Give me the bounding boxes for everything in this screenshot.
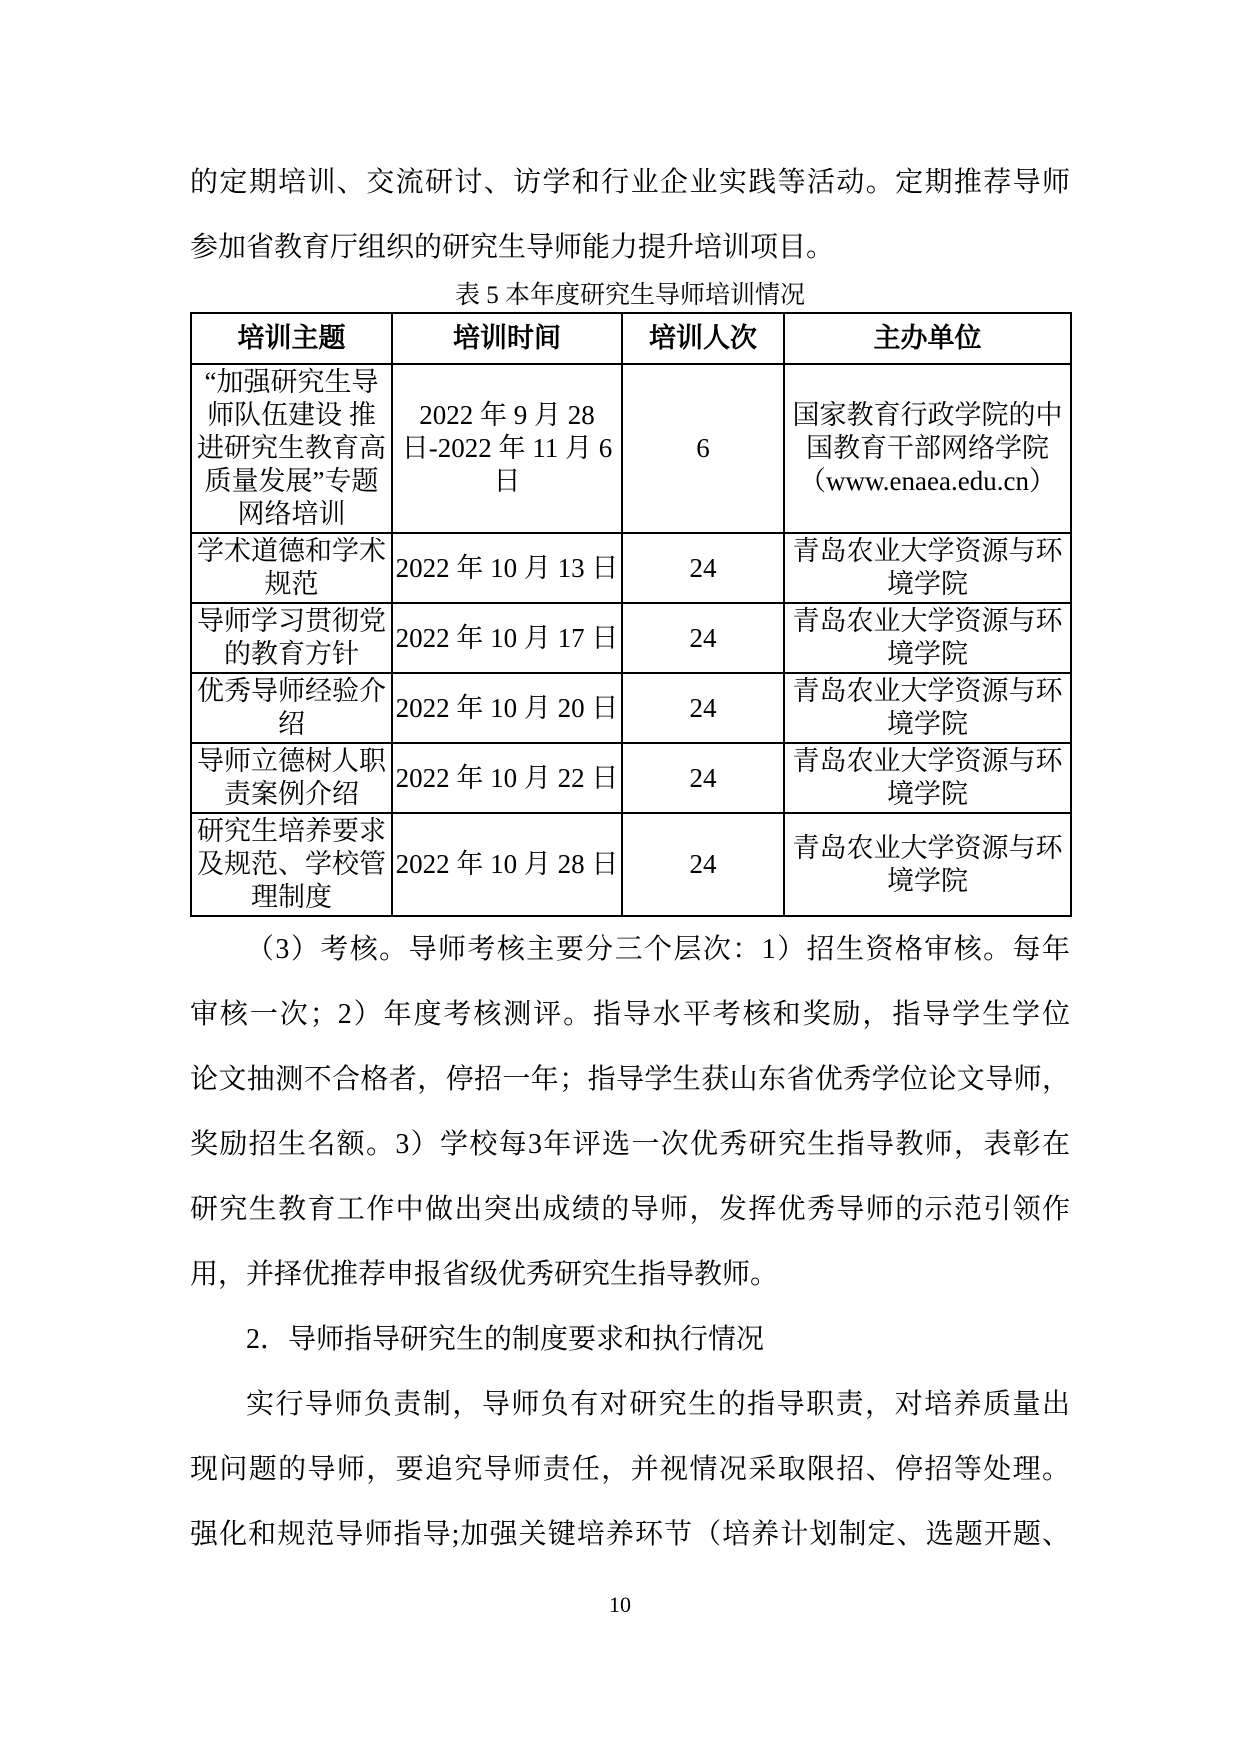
column-header-participants: 培训人次 (622, 313, 784, 364)
cell-theme: 优秀导师经验介绍 (191, 673, 392, 743)
cell-organizer: 青岛农业大学资源与环境学院 (784, 743, 1071, 813)
document-page-content (190, 150, 1070, 1567)
cell-organizer: 青岛农业大学资源与环境学院 (784, 533, 1071, 603)
cell-participants: 24 (622, 743, 784, 813)
supervision-paragraph-line: 现问题的导师，要追究导师责任，并视情况采取限招、停招等处理。 (190, 1454, 1070, 1485)
cell-time: 2022 年 10 月 28 日 (392, 813, 622, 916)
assessment-paragraph-line: 用，并择优推荐申报省级优秀研究生指导教师。 (190, 1259, 779, 1290)
assessment-paragraph-line: 奖励招生名额。3）学校每3年评选一次优秀研究生指导教师，表彰在 (190, 1129, 1070, 1160)
cell-theme: 导师立德树人职责案例介绍 (191, 743, 392, 813)
table-row (191, 743, 1071, 813)
intro-paragraph-line: 的定期培训、交流研讨、访学和行业企业实践等活动。定期推荐导师 (190, 167, 1070, 198)
table-row (191, 673, 1071, 743)
table-row (191, 364, 1071, 533)
table-row (191, 533, 1071, 603)
cell-time: 2022 年 10 月 17 日 (392, 603, 622, 673)
cell-participants: 24 (622, 603, 784, 673)
cell-organizer: 青岛农业大学资源与环境学院 (784, 813, 1071, 916)
page-number: 10 (609, 1592, 631, 1617)
cell-organizer: 青岛农业大学资源与环境学院 (784, 673, 1071, 743)
cell-time: 2022 年 9 月 28 日-2022 年 11 月 6 日 (392, 364, 622, 533)
table-header-row (191, 313, 1071, 364)
assessment-paragraph-line: 论文抽测不合格者，停招一年；指导学生获山东省优秀学位论文导师， (190, 1064, 1070, 1095)
table-row (191, 603, 1071, 673)
cell-participants: 24 (622, 813, 784, 916)
cell-participants: 24 (622, 673, 784, 743)
cell-theme: 研究生培养要求及规范、学校管理制度 (191, 813, 392, 916)
cell-theme: 导师学习贯彻党的教育方针 (191, 603, 392, 673)
cell-participants: 24 (622, 533, 784, 603)
assessment-paragraph-line: （3）考核。导师考核主要分三个层次：1）招生资格审核。每年 (246, 934, 1070, 965)
table-caption: 表 5 本年度研究生导师培训情况 (454, 282, 805, 309)
column-header-organizer: 主办单位 (784, 313, 1071, 364)
assessment-paragraph-line: 研究生教育工作中做出突出成绩的导师，发挥优秀导师的示范引领作 (190, 1194, 1070, 1225)
cell-theme: 学术道德和学术规范 (191, 533, 392, 603)
supervision-paragraph-line: 强化和规范导师指导;加强关键培养环节（培养计划制定、选题开题、 (190, 1519, 1070, 1550)
cell-theme: “加强研究生导师队伍建设 推进研究生教育高质量发展”专题网络培训 (191, 364, 392, 533)
intro-paragraph-line: 参加省教育厅组织的研究生导师能力提升培训项目。 (190, 232, 835, 263)
assessment-paragraph-line: 审核一次；2）年度考核测评。指导水平考核和奖励，指导学生学位 (190, 999, 1070, 1030)
table-row (191, 813, 1071, 916)
cell-organizer: 青岛农业大学资源与环境学院 (784, 603, 1071, 673)
cell-time: 2022 年 10 月 13 日 (392, 533, 622, 603)
cell-time: 2022 年 10 月 22 日 (392, 743, 622, 813)
column-header-time: 培训时间 (392, 313, 622, 364)
supervision-paragraph-line: 实行导师负责制，导师负有对研究生的指导职责，对培养质量出 (246, 1389, 1070, 1420)
column-header-theme: 培训主题 (191, 313, 392, 364)
section-heading: 2．导师指导研究生的制度要求和执行情况 (246, 1324, 765, 1355)
training-table (190, 312, 1072, 917)
cell-participants: 6 (622, 364, 784, 533)
cell-organizer: 国家教育行政学院的中国教育干部网络学院（www.enaea.edu.cn） (784, 364, 1071, 533)
cell-time: 2022 年 10 月 20 日 (392, 673, 622, 743)
